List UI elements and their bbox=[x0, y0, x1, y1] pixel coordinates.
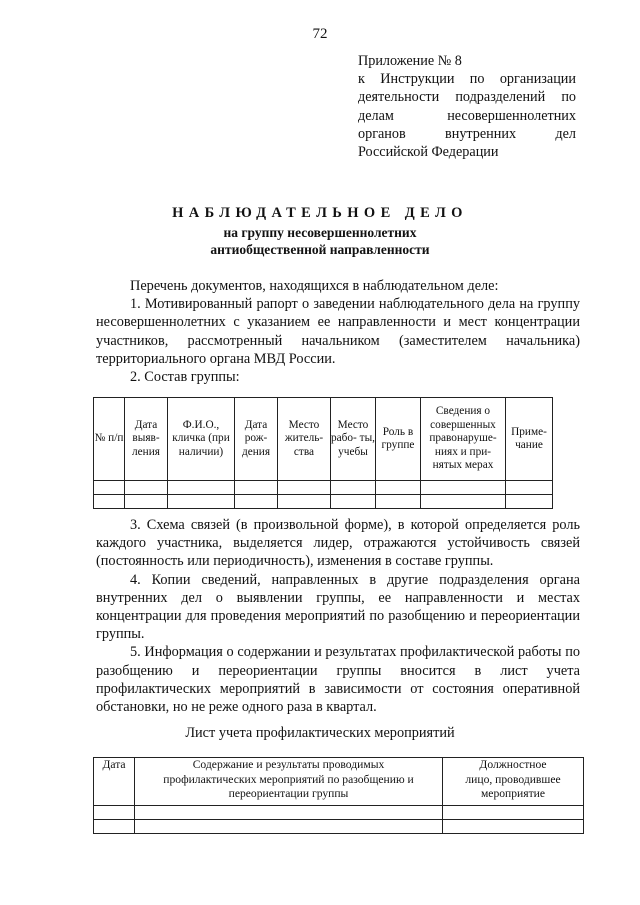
column-header: Ф.И.О., кличка (при наличии) bbox=[168, 398, 235, 481]
list-intro: Перечень документов, находящихся в наблюдательном деле: bbox=[130, 278, 499, 294]
table-row bbox=[94, 481, 553, 495]
appendix-line: к Инструкции по организации bbox=[358, 71, 576, 88]
documents-list-continued bbox=[96, 516, 580, 716]
table-row bbox=[94, 806, 584, 820]
column-header: Место рабо- ты, учебы bbox=[331, 398, 376, 481]
appendix-line: Приложение № 8 bbox=[358, 53, 462, 69]
list-item-2: 2. Состав группы: bbox=[130, 369, 240, 386]
list-item-4: 4. Копии сведений, направленных в другие подразделения органа внутренних дел о выявлении группы, ее направленности и местах концентрации для проведения мероприятий по разобщению и переориентации группы. bbox=[96, 571, 580, 643]
column-header: Дата bbox=[94, 758, 135, 806]
prevention-measures-table bbox=[93, 757, 584, 834]
column-header: Приме- чание bbox=[506, 398, 553, 481]
group-composition-table bbox=[93, 397, 553, 509]
page-number: 72 bbox=[312, 26, 328, 42]
table-header-row bbox=[94, 398, 553, 481]
appendix-line: деятельности подразделений по bbox=[358, 89, 576, 106]
list-item-1: 1. Мотивированный рапорт о заведении наблюдательного дела на группу несовершеннолетних с указанием ее направленности и мест концентрации участников, рассмотренный начальником (заместителем начальника) территориального органа МВД России. bbox=[96, 296, 580, 367]
document-subtitle bbox=[0, 224, 640, 258]
list-item-5: 5. Информация о содержании и результатах профилактической работы по разобщению и переориентации группы вносится в лист учета профилактических мероприятий в зависимости от состояния оперативной обстановки, но не реже одного раза в квартал. bbox=[96, 644, 580, 716]
appendix-block bbox=[358, 52, 576, 161]
appendix-line: делам несовершеннолетних bbox=[358, 107, 576, 124]
document-title: НАБЛЮДАТЕЛЬНОЕ ДЕЛО bbox=[172, 205, 468, 221]
column-header: Содержание и результаты проводимых профилактических мероприятий по разобщению и переориентации группы bbox=[135, 758, 443, 806]
documents-list bbox=[96, 277, 580, 386]
subtitle-line-1: на группу несовершеннолетних bbox=[223, 225, 417, 240]
list-item-3: 3. Схема связей (в произвольной форме), в которой определяется роль каждого участника, выделяется лидер, отражаются устойчивость связей (постоянность или периодичность), изменения в составе группы. bbox=[96, 517, 580, 570]
column-header: Дата выяв- ления bbox=[125, 398, 168, 481]
table-row bbox=[94, 495, 553, 509]
sheet-title: Лист учета профилактических мероприятий bbox=[185, 725, 455, 741]
column-header: № п/п bbox=[94, 398, 125, 481]
subtitle-line-2: антиобщественной направленности bbox=[210, 242, 430, 257]
column-header: Дата рож- дения bbox=[235, 398, 278, 481]
column-header: Место житель- ства bbox=[278, 398, 331, 481]
appendix-line: органов внутренних дел bbox=[358, 125, 576, 142]
appendix-line: Российской Федерации bbox=[358, 144, 499, 161]
table-header-row bbox=[94, 758, 584, 806]
column-header: Должностное лицо, проводившее мероприятие bbox=[443, 758, 584, 806]
table-row bbox=[94, 820, 584, 834]
column-header: Сведения о совершенных правонаруше- ниях и при- нятых мерах bbox=[421, 398, 506, 481]
column-header: Роль в группе bbox=[376, 398, 421, 481]
